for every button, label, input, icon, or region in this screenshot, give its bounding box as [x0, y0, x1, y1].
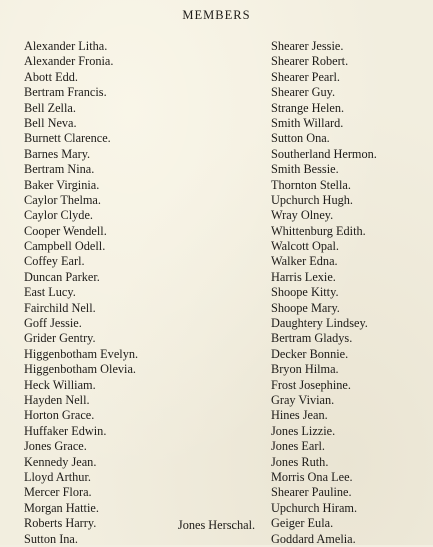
member-name: Sutton Ona.: [271, 131, 330, 146]
member-name: Cooper Wendell.: [24, 223, 107, 238]
member-name: Bryon Hilma.: [271, 362, 339, 377]
member-name: Grider Gentry.: [24, 331, 96, 346]
member-name: Bell Neva.: [24, 115, 77, 130]
member-name: Jones Lizzie.: [271, 423, 336, 438]
member-name: Goff Jessie.: [24, 316, 82, 331]
member-name: Shearer Jessie.: [271, 39, 344, 53]
member-name: Smith Bessie.: [271, 162, 339, 177]
member-name: Hines Jean.: [271, 408, 328, 423]
member-name: Burnett Clarence.: [24, 131, 111, 146]
member-name: Morris Ona Lee.: [271, 469, 353, 484]
member-name: Bertram Nina.: [24, 162, 95, 177]
member-name: Upchurch Hugh.: [271, 192, 353, 207]
member-name: Southerland Hermon.: [271, 146, 377, 161]
member-name: Roberts Harry.: [24, 516, 97, 531]
member-name: Horton Grace.: [24, 408, 95, 423]
member-name: Frost Josephine.: [271, 377, 351, 392]
member-name: Decker Bonnie.: [271, 346, 349, 361]
member-name: Duncan Parker.: [24, 269, 100, 284]
member-name: Campbell Odell.: [24, 239, 106, 254]
member-name: Fairchild Nell.: [24, 300, 96, 315]
member-name: Whittenburg Edith.: [271, 223, 366, 238]
page-title: MEMBERS: [182, 8, 251, 22]
member-name: Walker Edna.: [271, 254, 338, 269]
member-name: Kennedy Jean.: [24, 454, 97, 469]
member-name: Goddard Amelia.: [271, 531, 356, 546]
member-name: Huffaker Edwin.: [24, 423, 107, 438]
member-name: Barnes Mary.: [24, 146, 91, 161]
member-name: Shearer Robert.: [271, 54, 349, 69]
member-name: Abott Edd.: [24, 69, 78, 84]
member-name: Thornton Stella.: [271, 177, 351, 192]
member-name: Morgan Hattie.: [24, 500, 99, 515]
member-name: Baker Virginia.: [24, 177, 100, 192]
member-name: Higgenbotham Evelyn.: [24, 346, 139, 361]
member-name: Upchurch Hiram.: [271, 500, 358, 515]
members-list-left: [24, 39, 138, 547]
member-name: Gray Vivian.: [271, 392, 335, 407]
member-name: Geiger Eula.: [271, 516, 334, 531]
member-name: Walcott Opal.: [271, 239, 339, 254]
member-name: Mercer Flora.: [24, 485, 92, 500]
member-name: Bertram Gladys.: [271, 331, 353, 346]
member-name: Higgenbotham Olevia.: [24, 362, 137, 377]
member-name: Lloyd Arthur.: [24, 469, 91, 484]
member-name: Strange Helen.: [271, 100, 345, 115]
member-name: Alexander Fronia.: [24, 54, 114, 69]
member-name: Shoope Kitty.: [271, 285, 339, 300]
member-name: Smith Willard.: [271, 115, 344, 130]
member-name: Heck William.: [24, 377, 96, 392]
member-name: Coffey Earl.: [24, 254, 85, 269]
member-name: Sutton Ina.: [24, 531, 78, 546]
member-name: Jones Ruth.: [271, 454, 329, 469]
member-name: Bertram Francis.: [24, 85, 107, 100]
member-name: Jones Earl.: [271, 439, 325, 454]
member-name: Harris Lexie.: [271, 269, 336, 284]
member-name: Hayden Nell.: [24, 392, 90, 407]
member-name: Shearer Pauline.: [271, 485, 352, 500]
member-name: Caylor Clyde.: [24, 208, 93, 223]
member-name: Shearer Pearl.: [271, 69, 340, 84]
members-list-right: [271, 39, 377, 547]
member-name: Jones Grace.: [24, 439, 87, 454]
final-member-entry: Jones Herschal.: [177, 518, 256, 532]
member-name: Shoope Mary.: [271, 300, 340, 315]
member-name: Alexander Litha.: [24, 39, 108, 53]
member-name: East Lucy.: [24, 285, 76, 300]
member-name: Daughtery Lindsey.: [271, 316, 368, 331]
member-name: Bell Zella.: [24, 100, 76, 115]
member-name: Wray Olney.: [271, 208, 334, 223]
member-name: Shearer Guy.: [271, 85, 336, 100]
member-name: Caylor Thelma.: [24, 192, 101, 207]
